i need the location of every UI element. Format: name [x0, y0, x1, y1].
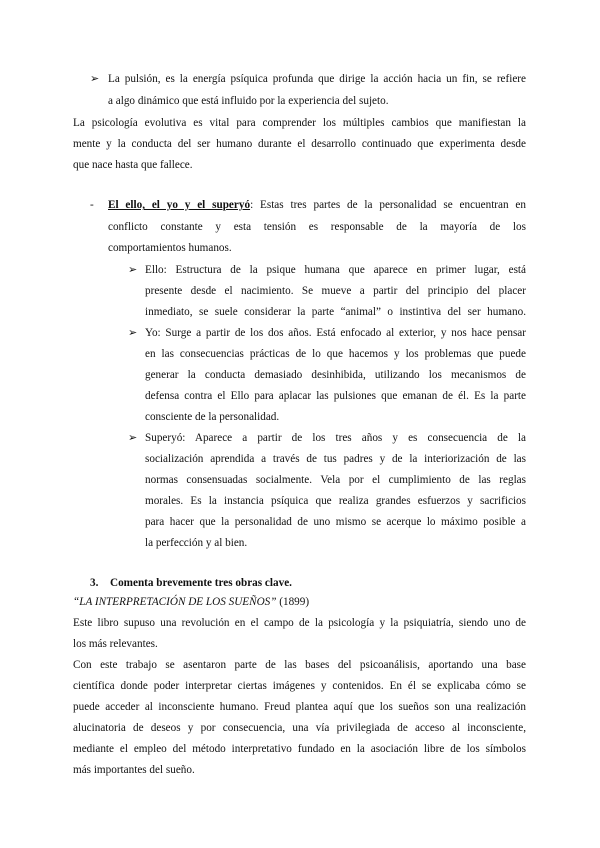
superyo-line-2: socialización aprendida a través de tus padres y de la interiorización de las [145, 453, 526, 465]
work-title: “LA INTERPRETACIÓN DE LOS SUEÑOS” [73, 596, 277, 608]
work-paragraph-2-line-6: más importantes del sueño. [73, 764, 195, 776]
question-title: Comenta brevemente tres obras clave. [110, 577, 292, 589]
section-heading-title: El ello, el yo y el superyó [108, 199, 251, 211]
work-paragraph-2-line-3: puede acceder al inconsciente humano. Freud plantea aquí que los sueños son una realización [73, 701, 526, 713]
arrow-bullet-icon: ➢ [128, 326, 138, 339]
superyo-line-1: Superyó: Aparece a partir de los tres años y es consecuencia de la [145, 432, 526, 444]
intro-paragraph-line-1: La psicología evolutiva es vital para comprender los múltiples cambios que manifiestan la [73, 117, 526, 129]
superyo-line-4: morales. Es la instancia psíquica que realiza grandes esfuerzos y sacrificios [145, 495, 526, 507]
superyo-line-6: la perfección y al bien. [145, 537, 248, 549]
dash-bullet: - [90, 199, 94, 211]
work-title-line [73, 595, 309, 611]
yo-line-1: Yo: Surge a partir de los dos años. Está enfocado al exterior, y nos hace pensar [145, 327, 526, 339]
intro-bullet-line-1: La pulsión, es la energía psíquica profunda que dirige la acción hacia un fin, se refiere [108, 73, 526, 85]
work-paragraph-1-line-2: los más relevantes. [73, 638, 158, 650]
superyo-line-3: normas consensuadas socialmente. Vela por el cumplimiento de las reglas [145, 474, 526, 486]
work-paragraph-2-line-1: Con este trabajo se asentaron parte de las bases del psicoanálisis, aportando una base [73, 659, 526, 671]
work-year: (1899) [276, 596, 310, 608]
intro-paragraph-line-3: que nace hasta que fallece. [73, 159, 193, 171]
section-heading-rest: : Estas tres partes de la personalidad se encuentran en [250, 199, 526, 211]
question-number: 3. [90, 577, 99, 589]
section-line-2: conflicto constante y esta tensión es responsable de la mayoría de los [108, 221, 526, 233]
section-heading-line [108, 198, 526, 214]
yo-line-2: en las consecuencias prácticas de lo que hacemos y los problemas que puede [145, 348, 526, 360]
ello-line-3: inmediato, se suele considerar la parte “animal” o instintiva del ser humano. [145, 306, 526, 318]
arrow-bullet-icon: ➢ [90, 72, 100, 85]
intro-paragraph-line-2: mente y la conducta del ser humano durante el desarrollo continuado que experimenta desde [73, 138, 526, 150]
work-paragraph-2-line-5: mediante el empleo del método interpretativo fundado en la asociación libre de los símbolos [73, 743, 526, 755]
ello-line-1: Ello: Estructura de la psique humana que aparece en primer lugar, está [145, 264, 526, 276]
work-paragraph-1-line-1: Este libro supuso una revolución en el campo de la psicología y la psiquiatría, siendo uno de [73, 617, 526, 629]
yo-line-5: consciente de la personalidad. [145, 411, 280, 423]
yo-line-3: generar la conducta demasiado desinhibida, utilizando los mecanismos de [145, 369, 526, 381]
ello-line-2: presente desde el nacimiento. Se mueve a partir del principio del placer [145, 285, 526, 297]
section-line-3: comportamientos humanos. [108, 242, 232, 254]
intro-bullet-line-2: a algo dinámico que está influido por la experiencia del sujeto. [108, 95, 389, 107]
arrow-bullet-icon: ➢ [128, 431, 138, 444]
arrow-bullet-icon: ➢ [128, 263, 138, 276]
work-paragraph-2-line-2: científica donde poder interpretar ciertas imágenes y contenidos. En él se explicaba cómo se [73, 680, 526, 692]
work-paragraph-2-line-4: alucinatoria de deseos y por consecuencia, una vía privilegiada de acceso al inconsciente, [73, 722, 526, 734]
superyo-line-5: para hacer que la personalidad de uno mismo se acerque lo máximo posible a [145, 516, 526, 528]
yo-line-4: defensa contra el Ello para aplacar las pulsiones que emanan de él. Es la parte [145, 390, 526, 402]
